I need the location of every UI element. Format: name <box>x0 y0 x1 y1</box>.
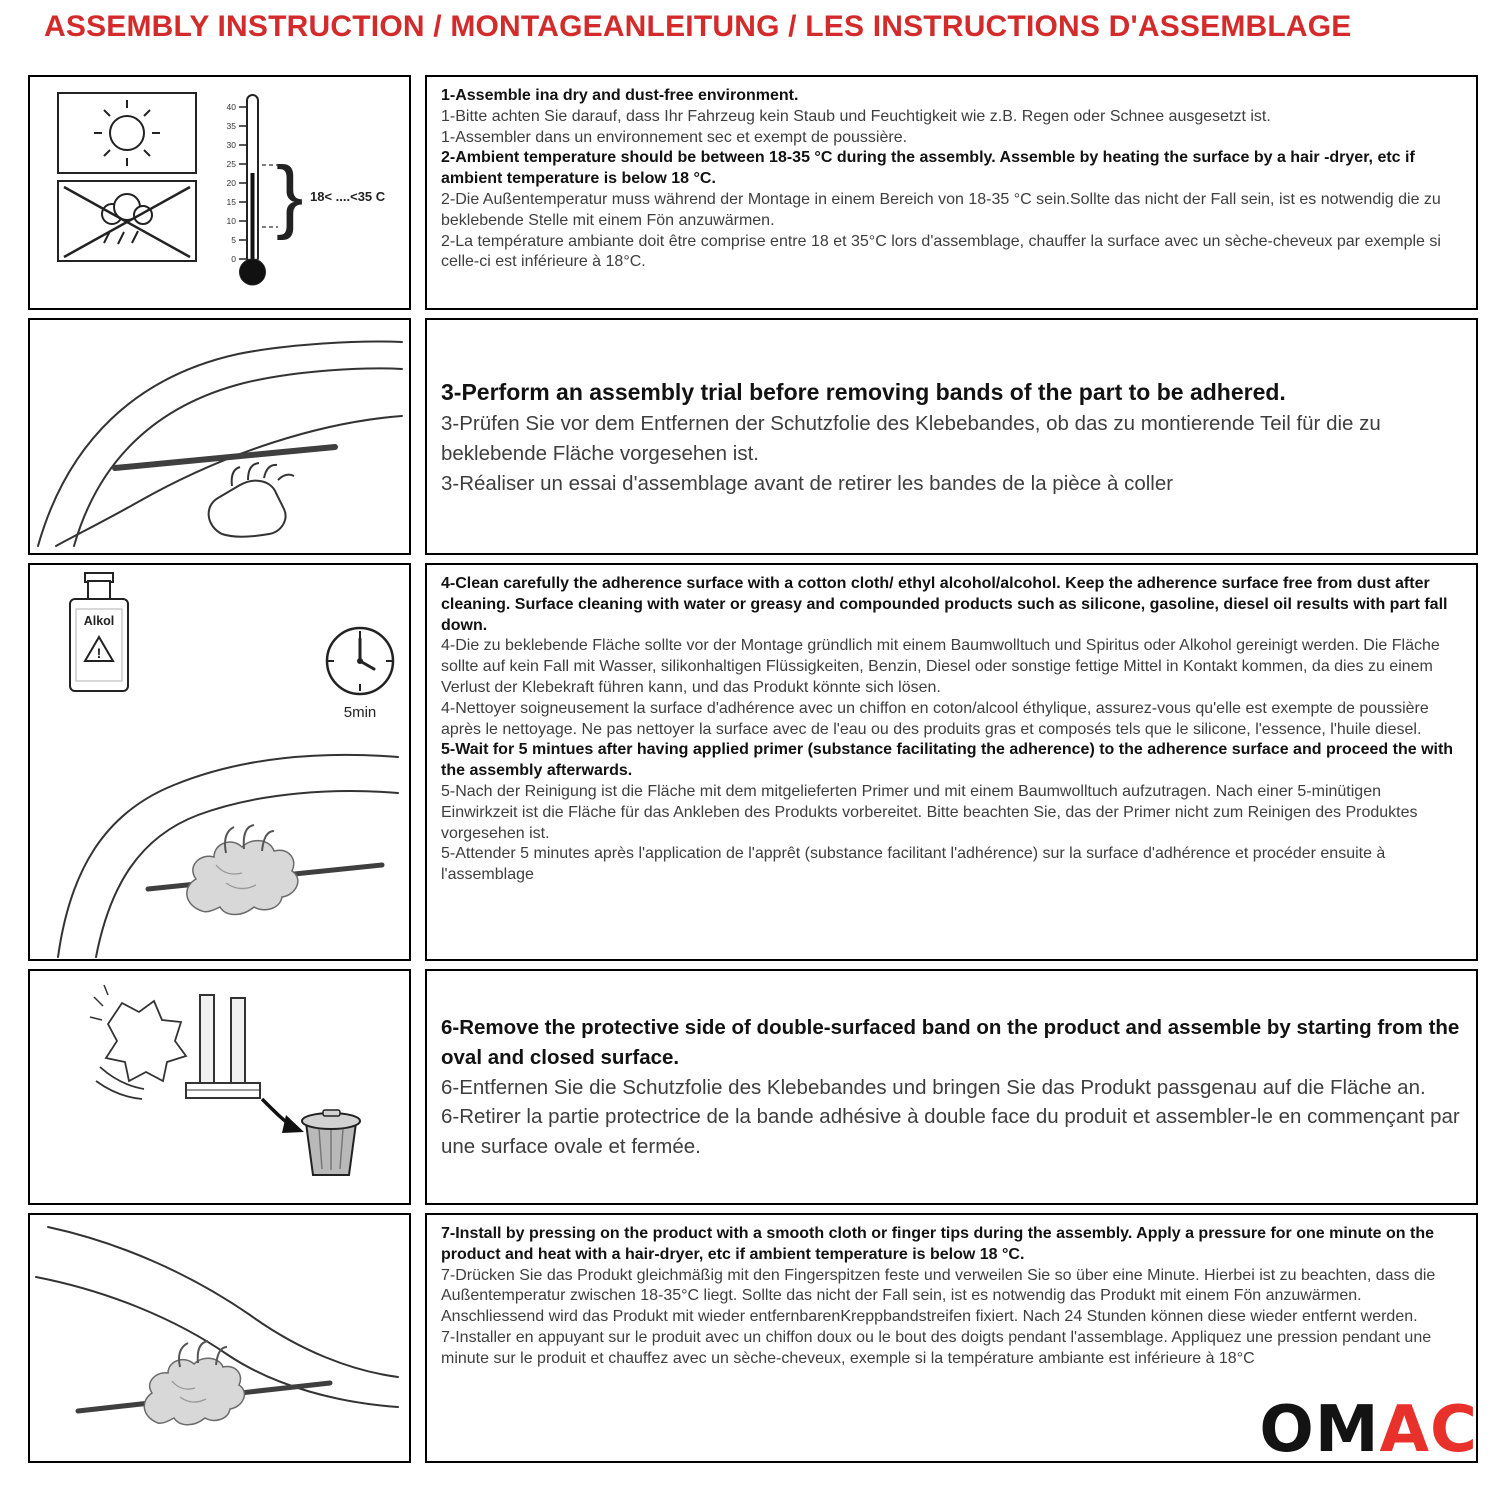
thermometer-icon <box>227 95 386 285</box>
trim-strip-icon <box>115 447 335 468</box>
trial-illustration <box>28 318 411 555</box>
clock-icon <box>327 628 393 721</box>
trash-can-icon <box>302 1110 360 1175</box>
press-illustration <box>28 1213 411 1463</box>
peel-sketch <box>30 971 409 1203</box>
logo-text-black: OM <box>1259 1393 1380 1467</box>
step-3-de: 3-Prüfen Sie vor dem Entfernen der Schutzfolie des Klebebandes, ob das zu montierende Teil für die zu beklebende Fläche vorgesehen ist. <box>441 412 1381 465</box>
thermometer-scale-label: 10 <box>226 216 236 226</box>
step-1-en: 1-Assemble ina dry and dust-free environment. <box>441 87 799 104</box>
thermometer-scale-label: 40 <box>226 102 236 112</box>
section-environment <box>28 75 1478 310</box>
section-cleaning <box>28 563 1478 961</box>
warning-mark: ! <box>96 645 102 661</box>
temp-range-label: 18< ....<35 C <box>310 189 386 204</box>
thermometer-scale-label: 20 <box>226 178 236 188</box>
thermometer-scale-label: 0 <box>231 254 236 264</box>
section-trial-text <box>425 318 1478 555</box>
page-title: ASSEMBLY INSTRUCTION / MONTAGEANLEITUNG / LES INSTRUCTIONS D'ASSEMBLAGE <box>44 10 1352 43</box>
step-7-fr: 7-Installer en appuyant sur le produit avec un chiffon doux ou le bout des doigts pendant l'assemblage. Appliquez une pression pendant une minute sur le produit et chauffez avec un sèche-cheveux, exemple si la température ambiante est inférieure à 18°C <box>441 1328 1432 1367</box>
step-3-fr: 3-Réaliser un essai d'assemblage avant de retirer les bandes de la pièce à coller <box>441 471 1174 495</box>
arrow-icon <box>262 1099 304 1133</box>
cleaning-illustration <box>28 563 411 961</box>
step-2-de: 2-Die Außentemperatur muss während der Montage in einem Bereich von 18-35 °C sein.Sollte das nicht der Fall sein, ist es notwendig die zu beklebende Stelle mit einem Fön anzuwärmen. <box>441 190 1441 229</box>
cleaning-sketch <box>30 565 409 959</box>
logo-text-red: AC <box>1379 1393 1478 1467</box>
adhesive-strips-icon <box>200 995 245 1086</box>
step-7-de: 7-Drücken Sie das Produkt gleichmäßig mit den Fingerspitzen feste und verweilen Sie so über eine Minute. Hierbei ist zu beachten, dass die Außentemperatur zwischen 18-35°C liegt. Sollte das nicht der Fall sein, ist es notwendig das Produkt mit einem Fön anzuwärmen. Anschliessend wird das Produkt mit wieder entfernbarenKreppbandstreifen fixiert. Nach 24 Stunden können diese wieder entfernt werden. <box>441 1266 1436 1326</box>
environment-sketch <box>30 77 409 308</box>
thermometer-scale-label: 35 <box>226 121 236 131</box>
cloth-icon <box>187 825 298 915</box>
step-5-en: 5-Wait for 5 mintues after having applied primer (substance facilitating the adherence) to the adherence surface and proceed the with the assembly afterwards. <box>441 741 1454 780</box>
step-3-en: 3-Perform an assembly trial before removing bands of the part to be adhered. <box>441 378 1286 405</box>
step-5-fr: 5-Attender 5 minutes après l'application de l'apprêt (substance facilitant l'adhérence) sur la surface d'adhérence et procéder ensuite à l'assemblage <box>441 845 1386 884</box>
environment-illustration <box>28 75 411 310</box>
alkol-label: Alkol <box>83 614 115 628</box>
step-4-de: 4-Die zu beklebende Fläche sollte vor der Montage gründlich mit einem Baumwolltuch und Spiritus oder Alkohol gereinigt werden. Die Fläche sollte auf kein Fall mit Wasser, silikonhaltigen Flüssigkeiten, Benzin, Diesel oder sonstige fettige Mittel in Kontakt kommen, da dies zu einem Verlust der Klebekraft führen kann, und das Produkt könnte sich lösen. <box>441 637 1440 696</box>
step-6-fr: 6-Retirer la partie protectrice de la bande adhésive à double face du produit et assembler-le en commençant par une surface ovale et fermée. <box>441 1105 1460 1159</box>
thermometer-scale-label: 15 <box>226 197 236 207</box>
step-7-en: 7-Install by pressing on the product with a smooth cloth or finger tips during the assembly. Apply a pressure for one minute on the product and heat with a hair-dryer, etc if ambient temperature is below 18 °C. <box>441 1225 1434 1263</box>
thermometer-scale-label: 25 <box>226 159 236 169</box>
step-5-de: 5-Nach der Reinigung ist die Fläche mit dem mitgelieferten Primer und mit einem Baumwolltuch aufzutragen. Nach einer 5-minütigen Einwirkzeit ist die Fläche für das Ankleben des Produkts vorbereitet. Bitte beachten Sie, das der Primer nicht zum Reinigen des Produktes vorgesehen ist. <box>441 782 1418 842</box>
trial-fit-sketch <box>30 320 409 553</box>
hand-icon <box>90 985 186 1099</box>
sun-icon <box>94 100 160 166</box>
step-4-fr: 4-Nettoyer soigneusement la surface d'adhérence avec un chiffon en coton/alcool éthylique, assurez-vous qu'elle est exempte de poussière après le nettoyage. Ne pas nettoyer la surface avec de l'eau ou des produits gras et composés tels que le silicone, l'essence, l'huile diesel. <box>441 699 1429 738</box>
omac-logo <box>1259 1393 1478 1467</box>
section-environment-text <box>425 75 1478 310</box>
step-6-de: 6-Entfernen Sie die Schutzfolie des Klebebandes und bringen Sie das Produkt passgenau auf die Fläche an. <box>441 1075 1426 1099</box>
no-rain-icon <box>64 187 190 257</box>
step-4-en: 4-Clean carefully the adherence surface with a cotton cloth/ ethyl alcohol/alcohol. Keep the adherence surface free from dust after cleaning. Surface cleaning with water or greasy and compounded products such as silicone, gasoline, diesel oil results with part fall down. <box>441 575 1448 634</box>
step-1-fr: 1-Assembler dans un environnement sec et exempt de poussière. <box>441 128 908 146</box>
alcohol-bottle-icon <box>70 573 128 691</box>
section-cleaning-text <box>425 563 1478 961</box>
thermometer-scale-label: 5 <box>231 235 236 245</box>
section-peel-text <box>425 969 1478 1205</box>
step-6-en: 6-Remove the protective side of double-surfaced band on the product and assemble by starting from the oval and closed surface. <box>441 1016 1460 1069</box>
press-sketch <box>30 1215 409 1461</box>
section-peel <box>28 969 1478 1205</box>
section-trial <box>28 318 1478 555</box>
step-1-de: 1-Bitte achten Sie darauf, dass Ihr Fahrzeug kein Staub und Feuchtigkeit wie z.B. Regen oder Schnee ausgesetzt ist. <box>441 107 1271 125</box>
brace-glyph: } <box>276 150 304 241</box>
peel-illustration <box>28 969 411 1205</box>
hand-icon <box>209 463 294 537</box>
step-2-fr: 2-La température ambiante doit être comprise entre 18 et 35°C lors d'assemblage, chauffer la surface avec un sèche-cheveux par exemple si celle-ci est inférieure à 18°C. <box>441 232 1441 271</box>
cloth-icon <box>144 1341 244 1425</box>
thermometer-scale-label: 30 <box>226 140 236 150</box>
step-2-en: 2-Ambient temperature should be between 18-35 °C during the assembly. Assemble by heating the surface by a hair -dryer, etc if ambient temperature is below 18 °C. <box>441 149 1415 188</box>
clock-5min-label: 5min <box>343 704 377 721</box>
